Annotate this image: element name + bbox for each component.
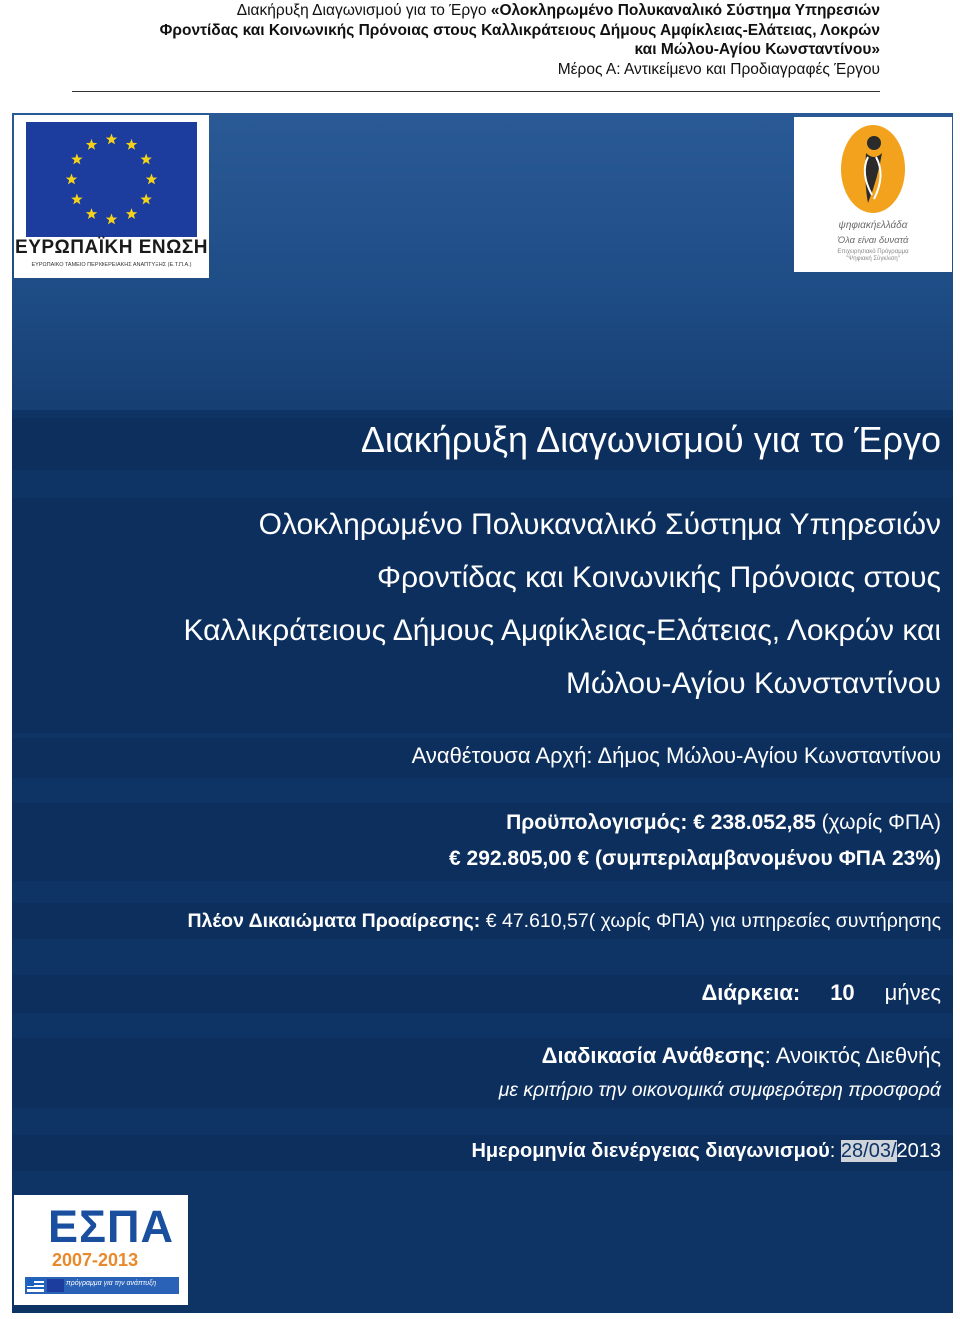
procedure-value: : Ανοικτός Διεθνής bbox=[764, 1043, 941, 1068]
eu-star-icon bbox=[106, 214, 117, 225]
eu-star-icon bbox=[86, 139, 97, 150]
duration-label: Διάρκεια: bbox=[701, 980, 801, 1005]
espa-logo bbox=[14, 1195, 188, 1305]
duration bbox=[701, 980, 941, 1006]
espa-years: 2007-2013 bbox=[52, 1250, 139, 1270]
award-criterion: με κριτήριο την οικονομικά συμφερότερη προσφορά bbox=[498, 1079, 941, 1101]
cover-subtitle: Ολοκληρωμένο Πολυκαναλικό Σύστημα Υπηρεσιών Φροντίδας και Κοινωνικής Πρόνοιας στους Καλλικράτειους Δήμους Αμφίκλειας-Ελάτειας, Λοκρών και Μώλου-Αγίου Κωνσταντίνου bbox=[183, 508, 941, 700]
authority-value: Δήμος Μώλου-Αγίου Κωνσταντίνου bbox=[597, 743, 941, 768]
espa-wordmark: ΕΣΠΑ bbox=[48, 1201, 175, 1252]
header-project-title: «Ολοκληρωμένο Πολυκαναλικό Σύστημα Υπηρεσιών bbox=[490, 2, 880, 19]
eu-star-icon bbox=[106, 134, 117, 145]
psifiaki-emblem-icon bbox=[838, 123, 908, 215]
eu-star-icon bbox=[71, 194, 82, 205]
psifiaki-tagline: Όλα είναι δυνατά bbox=[837, 235, 909, 246]
date-label: Ημερομηνία διενέργειας διαγωνισμού bbox=[471, 1140, 830, 1162]
tender-date: Ημερομηνία διενέργειας διαγωνισμού: 28/03/2013 bbox=[471, 1140, 941, 1162]
option-value: € 47.610,57( χωρίς ΦΠΑ) για υπηρεσίες συντήρησης bbox=[485, 910, 941, 932]
eu-logo-text: ΕΥΡΩΠΑΪΚΗ ΕΝΩΣΗ bbox=[15, 237, 208, 258]
header-line-2: Φροντίδας και Κοινωνικής Πρόνοιας στους Καλλικράτειους Δήμους Αμφίκλειας-Ελάτειας, Λοκρών bbox=[159, 21, 880, 39]
eu-logo-subtext: ΕΥΡΩΠΑΪΚΟ ΤΑΜΕΙΟ ΠΕΡΙΦΕΡΕΙΑΚΗΣ ΑΝΑΠΤΥΞΗΣ (Ε.Τ.Π.Α.) bbox=[31, 262, 192, 268]
eu-star-icon bbox=[140, 154, 151, 165]
eu-star-icon bbox=[126, 139, 137, 150]
option-label: Πλέον Δικαιώματα Προαίρεσης: bbox=[187, 910, 486, 932]
budget-line bbox=[506, 811, 941, 835]
cover-title: Διακήρυξη Διαγωνισμού για το Έργο bbox=[360, 419, 941, 460]
eu-star-icon bbox=[126, 208, 137, 219]
budget-value: € 238.052,85 bbox=[693, 811, 816, 834]
contracting-authority bbox=[412, 743, 941, 769]
psifiaki-program: Επιχειρησιακό Πρόγραμμα "Ψηφιακή Σύγκλιση" bbox=[837, 249, 909, 262]
option-rights bbox=[187, 910, 941, 933]
award-procedure bbox=[542, 1043, 941, 1069]
psifiaki-name: ψηφιακήελλάδα bbox=[838, 220, 908, 231]
eu-star-icon bbox=[71, 154, 82, 165]
procedure-label: Διαδικασία Ανάθεσης bbox=[541, 1043, 765, 1068]
psifiaki-ellada-logo bbox=[794, 117, 952, 272]
authority-label: Αναθέτουσα Αρχή: bbox=[411, 743, 598, 768]
greek-eu-flags-icon bbox=[25, 1277, 65, 1294]
document-header bbox=[72, 0, 880, 92]
date-highlight: 28/03/ bbox=[840, 1140, 897, 1162]
header-line-3: και Μώλου-Αγίου Κωνσταντίνου» bbox=[634, 41, 880, 58]
eu-logo bbox=[14, 115, 209, 278]
eu-flag-icon bbox=[26, 122, 197, 237]
header-prefix: Διακήρυξη Διαγωνισμού για το Έργο bbox=[236, 2, 491, 19]
duration-unit: μήνες bbox=[884, 980, 941, 1005]
budget-vat-line: € 292.805,00 € (συμπεριλαμβανομένου ΦΠΑ 23%) bbox=[449, 847, 941, 870]
budget-label: Προϋπολογισμός: bbox=[506, 811, 694, 834]
duration-value: 10 bbox=[830, 980, 855, 1005]
budget-note: (χωρίς ΦΠΑ) bbox=[815, 811, 941, 834]
espa-motto: πρόγραμμα για την ανάπτυξη bbox=[66, 1280, 157, 1287]
eu-star-icon bbox=[146, 174, 157, 185]
date-year: 2013 bbox=[896, 1140, 941, 1162]
eu-star-icon bbox=[86, 208, 97, 219]
eu-star-icon bbox=[140, 194, 151, 205]
header-part: Μέρος Α: Αντικείμενο και Προδιαγραφές Έργου bbox=[557, 60, 880, 78]
cover-page bbox=[12, 113, 953, 1313]
eu-star-icon bbox=[66, 174, 77, 185]
